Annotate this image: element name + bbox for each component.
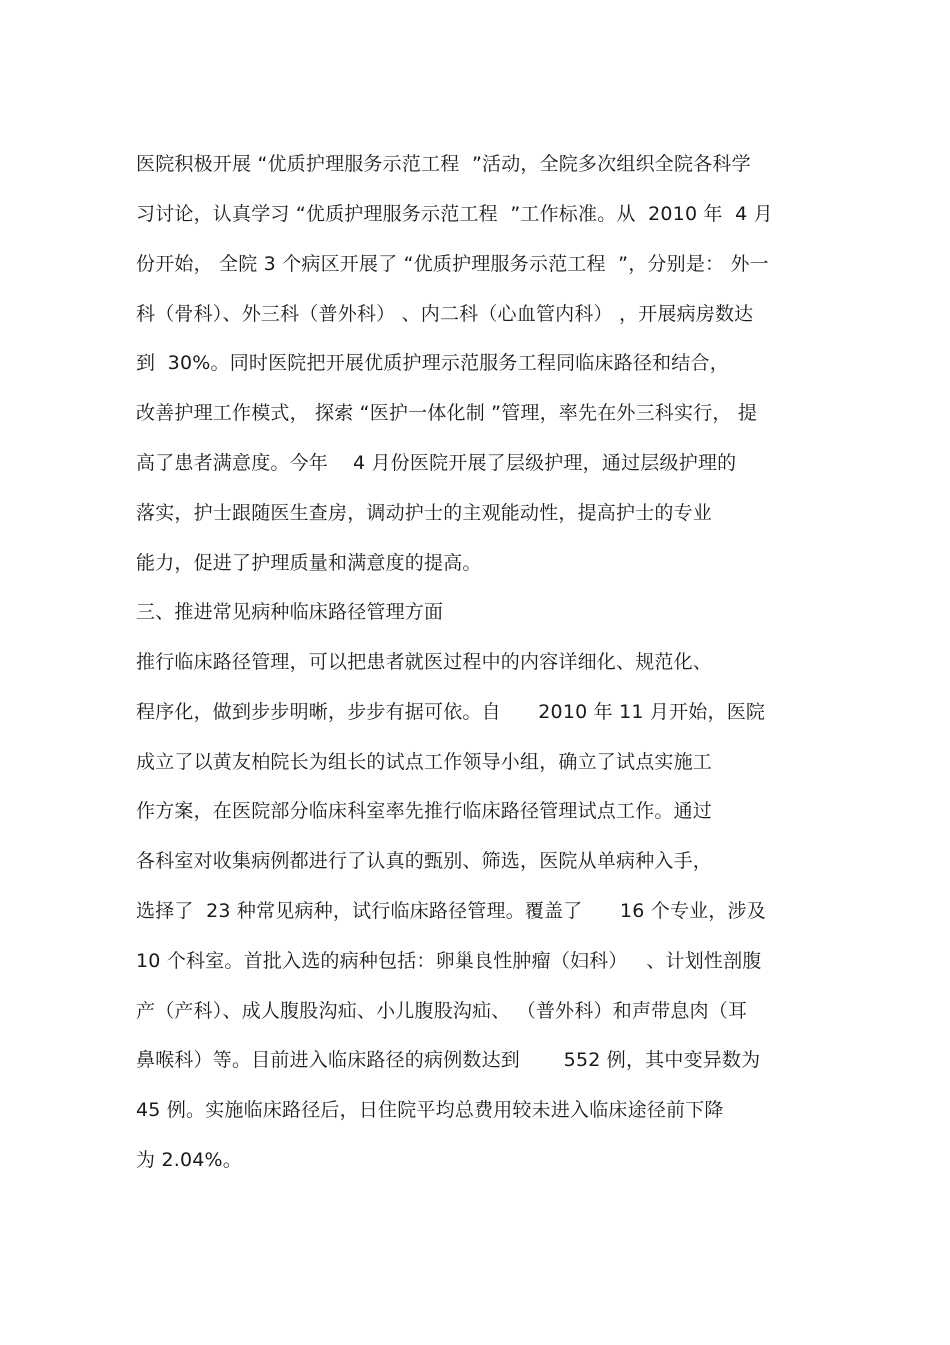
text-line: 习讨论，认真学习 “优质护理服务示范工程 ”工作标准。从 2010 年 4 月 (136, 203, 773, 225)
text-line: 45 例。实施临床路径后，日住院平均总费用较未进入临床途径前下降 (136, 1099, 724, 1121)
text-line: 改善护理工作模式， 探索 “医护一体化制 ”管理，率先在外三科实行， 提 (136, 402, 758, 424)
text-line: 成立了以黄友柏院长为组长的试点工作领导小组，确立了试点实施工 (136, 751, 713, 773)
text-line: 各科室对收集病例都进行了认真的甄别、筛选，医院从单病种入手， (136, 850, 713, 872)
section-heading: 三、推进常见病种临床路径管理方面 (136, 601, 444, 623)
text-line: 份开始， 全院 3 个病区开展了 “优质护理服务示范工程 ”，分别是： 外一 (136, 253, 769, 275)
text-line: 鼻喉科）等。目前进入临床路径的病例数达到 552 例，其中变异数为 (136, 1049, 761, 1071)
text-line: 落实，护士跟随医生查房，调动护士的主观能动性，提高护士的专业 (136, 502, 713, 524)
text-line: 产（产科）、成人腹股沟疝、小儿腹股沟疝、 （普外科）和声带息肉（耳 (136, 1000, 748, 1022)
text-line: 选择了 23 种常见病种，试行临床路径管理。覆盖了 16 个专业，涉及 (136, 900, 766, 922)
text-line: 科（骨科）、外三科（普外科） 、内二科（心血管内科） ，开展病房数达 (136, 303, 754, 325)
text-line: 到 30%。同时医院把开展优质护理示范服务工程同临床路径和结合， (136, 352, 729, 374)
text-line: 为 2.04%。 (136, 1149, 242, 1171)
text-line: 10 个科室。首批入选的病种包括：卵巢良性肿瘤（妇科） 、计划性剖腹 (136, 950, 762, 972)
text-line: 作方案，在医院部分临床科室率先推行临床路径管理试点工作。通过 (136, 800, 713, 822)
text-line: 推行临床路径管理，可以把患者就医过程中的内容详细化、规范化、 (136, 651, 713, 673)
text-line: 程序化，做到步步明晰，步步有据可依。自 2010 年 11 月开始，医院 (136, 701, 766, 723)
text-line: 能力，促进了护理质量和满意度的提高。 (136, 552, 482, 574)
text-line: 医院积极开展 “优质护理服务示范工程 ”活动，全院多次组织全院各科学 (136, 153, 751, 175)
text-line: 高了患者满意度。今年 4 月份医院开展了层级护理，通过层级护理的 (136, 452, 737, 474)
